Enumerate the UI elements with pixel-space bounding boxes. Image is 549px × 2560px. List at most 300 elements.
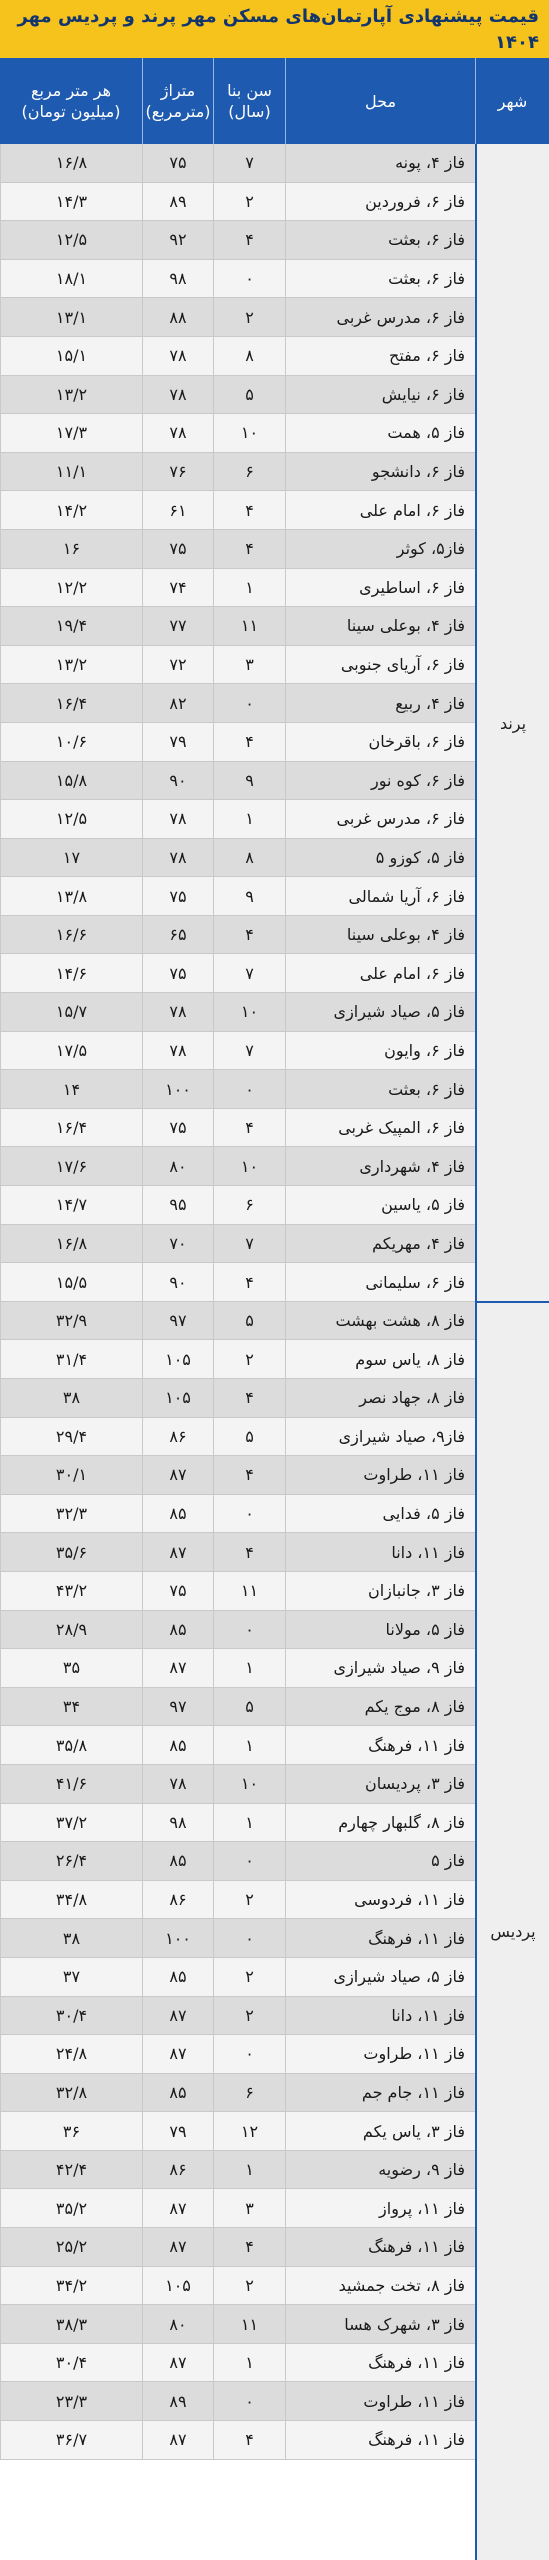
age-cell: ۱۰	[213, 1765, 285, 1803]
location-cell: فاز ۱۱، جام جم	[285, 2074, 475, 2112]
location-cell: فاز ۶، باقرخان	[285, 723, 475, 761]
price-cell: ۳۰/۴	[0, 2344, 142, 2382]
area-cell: ۱۰۰	[142, 1919, 213, 1957]
area-cell: ۸۷	[142, 2189, 213, 2227]
location-cell: فاز ۶، کوه نور	[285, 762, 475, 800]
price-cell: ۳۵/۸	[0, 1726, 142, 1764]
area-cell: ۹۰	[142, 1263, 213, 1301]
area-cell: ۱۰۰	[142, 1070, 213, 1108]
price-cell: ۳۸	[0, 1379, 142, 1417]
table-row	[0, 800, 475, 839]
price-cell: ۱۳/۸	[0, 877, 142, 915]
area-cell: ۱۰۵	[142, 1340, 213, 1378]
table-row	[0, 1302, 475, 1341]
age-cell: ۱	[213, 1649, 285, 1687]
area-cell: ۷۸	[142, 414, 213, 452]
area-cell: ۷۵	[142, 144, 213, 182]
age-cell: ۰	[213, 260, 285, 298]
age-cell: ۷	[213, 954, 285, 992]
price-cell: ۳۸/۳	[0, 2305, 142, 2343]
age-cell: ۹	[213, 762, 285, 800]
table-row	[0, 684, 475, 723]
area-cell: ۸۷	[142, 2228, 213, 2266]
area-cell: ۹۰	[142, 762, 213, 800]
price-cell: ۳۵	[0, 1649, 142, 1687]
age-cell: ۳	[213, 2189, 285, 2227]
location-cell: فاز ۶، بعثت	[285, 221, 475, 259]
location-cell: فاز ۶، آریای جنوبی	[285, 646, 475, 684]
age-cell: ۵	[213, 1688, 285, 1726]
area-cell: ۸۷	[142, 2421, 213, 2459]
age-cell: ۲	[213, 1958, 285, 1996]
table-row	[0, 414, 475, 453]
area-cell: ۱۰۵	[142, 2267, 213, 2305]
location-cell: فاز ۱۱، فرهنگ	[285, 2228, 475, 2266]
age-cell: ۶	[213, 453, 285, 491]
price-cell: ۳۸	[0, 1919, 142, 1957]
location-cell: فاز ۸، تخت جمشید	[285, 2267, 475, 2305]
area-cell: ۸۰	[142, 2305, 213, 2343]
price-cell: ۱۰/۶	[0, 723, 142, 761]
location-cell: فاز ۶، بعثت	[285, 1070, 475, 1108]
location-cell: فاز ۱۱، دانا	[285, 1533, 475, 1571]
area-cell: ۷۵	[142, 530, 213, 568]
age-cell: ۴	[213, 1379, 285, 1417]
age-cell: ۴	[213, 221, 285, 259]
location-cell: فاز ۶، اساطیری	[285, 569, 475, 607]
price-cell: ۱۶/۴	[0, 684, 142, 722]
table-row	[0, 2189, 475, 2228]
location-cell: فاز ۵، همت	[285, 414, 475, 452]
area-cell: ۹۵	[142, 1186, 213, 1224]
price-cell: ۱۱/۱	[0, 453, 142, 491]
age-cell: ۶	[213, 1186, 285, 1224]
table-row	[0, 1765, 475, 1804]
table-row	[0, 916, 475, 955]
header-city: شهر	[475, 58, 549, 144]
age-cell: ۰	[213, 1611, 285, 1649]
area-cell: ۷۵	[142, 1109, 213, 1147]
area-cell: ۷۰	[142, 1225, 213, 1263]
table-row	[0, 144, 475, 183]
area-cell: ۷۵	[142, 877, 213, 915]
table-row	[0, 337, 475, 376]
location-cell: فاز ۵، کوزو ۵	[285, 839, 475, 877]
price-cell: ۱۲/۵	[0, 221, 142, 259]
price-cell: ۳۲/۹	[0, 1302, 142, 1340]
age-cell: ۴	[213, 1109, 285, 1147]
area-cell: ۸۷	[142, 2035, 213, 2073]
price-cell: ۱۹/۴	[0, 607, 142, 645]
location-cell: فاز ۸، جهاد نصر	[285, 1379, 475, 1417]
area-cell: ۷۹	[142, 2112, 213, 2150]
location-cell: فاز ۱۱، پرواز	[285, 2189, 475, 2227]
table-row	[0, 2267, 475, 2306]
area-cell: ۷۶	[142, 453, 213, 491]
price-cell: ۱۵/۸	[0, 762, 142, 800]
table-row	[0, 1572, 475, 1611]
table-row	[0, 221, 475, 260]
table-row	[0, 607, 475, 646]
price-cell: ۱۵/۷	[0, 993, 142, 1031]
location-cell: فاز ۴، شهرداری	[285, 1147, 475, 1185]
area-cell: ۷۸	[142, 839, 213, 877]
location-cell: فاز ۹، صیاد شیرازی	[285, 1649, 475, 1687]
age-cell: ۰	[213, 1495, 285, 1533]
area-cell: ۸۵	[142, 1495, 213, 1533]
price-cell: ۱۲/۲	[0, 569, 142, 607]
location-cell: فاز ۶، مفتح	[285, 337, 475, 375]
table-row	[0, 2074, 475, 2113]
age-cell: ۴	[213, 1533, 285, 1571]
location-cell: فاز۹، صیاد شیرازی	[285, 1418, 475, 1456]
age-cell: ۳	[213, 646, 285, 684]
area-cell: ۸۵	[142, 1726, 213, 1764]
location-cell: فاز ۱۱، فرهنگ	[285, 1919, 475, 1957]
area-cell: ۷۸	[142, 376, 213, 414]
age-cell: ۰	[213, 2382, 285, 2420]
table-row	[0, 1263, 475, 1302]
price-cell: ۱۷	[0, 839, 142, 877]
price-cell: ۱۴/۳	[0, 183, 142, 221]
price-cell: ۱۷/۶	[0, 1147, 142, 1185]
age-cell: ۱۰	[213, 993, 285, 1031]
price-cell: ۲۵/۲	[0, 2228, 142, 2266]
price-cell: ۲۸/۹	[0, 1611, 142, 1649]
city-parand: پرند	[475, 144, 549, 1302]
area-cell: ۷۸	[142, 993, 213, 1031]
table-row	[0, 1147, 475, 1186]
table-row	[0, 839, 475, 878]
table-row	[0, 1379, 475, 1418]
table-row	[0, 2305, 475, 2344]
price-cell: ۱۴/۷	[0, 1186, 142, 1224]
price-cell: ۳۷/۲	[0, 1804, 142, 1842]
price-cell: ۳۷	[0, 1958, 142, 1996]
table-row	[0, 260, 475, 299]
location-cell: فاز ۱۱، فردوسی	[285, 1881, 475, 1919]
age-cell: ۵	[213, 1302, 285, 1340]
location-cell: فاز ۱۱، طراوت	[285, 2382, 475, 2420]
age-cell: ۲	[213, 1881, 285, 1919]
location-cell: فاز ۶، نیایش	[285, 376, 475, 414]
area-cell: ۶۵	[142, 916, 213, 954]
table-row	[0, 1842, 475, 1881]
age-cell: ۴	[213, 2421, 285, 2459]
location-cell: فاز ۱۱، دانا	[285, 1997, 475, 2035]
area-cell: ۷۸	[142, 337, 213, 375]
table-row	[0, 2421, 475, 2460]
age-cell: ۱۱	[213, 2305, 285, 2343]
table-row	[0, 1225, 475, 1264]
location-cell: فاز ۵	[285, 1842, 475, 1880]
age-cell: ۴	[213, 723, 285, 761]
price-cell: ۴۲/۴	[0, 2151, 142, 2189]
age-cell: ۷	[213, 1032, 285, 1070]
table-row	[0, 2112, 475, 2151]
price-cell: ۱۳/۲	[0, 376, 142, 414]
area-cell: ۸۷	[142, 1997, 213, 2035]
age-cell: ۴	[213, 1263, 285, 1301]
location-cell: فاز ۳، یاس یکم	[285, 2112, 475, 2150]
area-cell: ۸۶	[142, 2151, 213, 2189]
age-cell: ۴	[213, 530, 285, 568]
price-cell: ۱۸/۱	[0, 260, 142, 298]
area-cell: ۸۶	[142, 1881, 213, 1919]
location-cell: فاز ۶، المپیک غربی	[285, 1109, 475, 1147]
age-cell: ۷	[213, 1225, 285, 1263]
table-header	[0, 58, 549, 144]
area-cell: ۹۲	[142, 221, 213, 259]
age-cell: ۱۰	[213, 1147, 285, 1185]
table-row	[0, 1688, 475, 1727]
price-cell: ۳۶	[0, 2112, 142, 2150]
table-row	[0, 569, 475, 608]
location-cell: فاز ۹، رضویه	[285, 2151, 475, 2189]
age-cell: ۱	[213, 800, 285, 838]
location-cell: فاز ۸، یاس سوم	[285, 1340, 475, 1378]
price-cell: ۳۲/۸	[0, 2074, 142, 2112]
location-cell: فاز ۶، فروردین	[285, 183, 475, 221]
price-cell: ۳۵/۲	[0, 2189, 142, 2227]
area-cell: ۷۷	[142, 607, 213, 645]
age-cell: ۸	[213, 337, 285, 375]
age-cell: ۰	[213, 1070, 285, 1108]
area-cell: ۹۸	[142, 260, 213, 298]
area-cell: ۸۵	[142, 1958, 213, 1996]
location-cell: فاز ۶، بعثت	[285, 260, 475, 298]
table-title: قیمت پیشنهادی آپارتمان‌های مسکن مهر پرند و پردیس مهر ۱۴۰۴	[0, 0, 549, 58]
age-cell: ۰	[213, 1842, 285, 1880]
table-row	[0, 1997, 475, 2036]
age-cell: ۶	[213, 2074, 285, 2112]
location-cell: فاز ۶، مدرس غربی	[285, 298, 475, 336]
location-cell: فاز ۵، فدایی	[285, 1495, 475, 1533]
price-cell: ۴۳/۲	[0, 1572, 142, 1610]
location-cell: فاز ۶، وایون	[285, 1032, 475, 1070]
location-cell: فاز ۱۱، طراوت	[285, 1456, 475, 1494]
location-cell: فاز ۶، امام علی	[285, 491, 475, 529]
table-row	[0, 877, 475, 916]
location-cell: فاز ۶، سلیمانی	[285, 1263, 475, 1301]
location-cell: فاز۵، کوثر	[285, 530, 475, 568]
location-cell: فاز ۴، بوعلی سینا	[285, 607, 475, 645]
table-row	[0, 2382, 475, 2421]
age-cell: ۱	[213, 1804, 285, 1842]
table-row	[0, 2344, 475, 2383]
table-row	[0, 1919, 475, 1958]
location-cell: فاز ۸، گلبهار چهارم	[285, 1804, 475, 1842]
table-row	[0, 993, 475, 1032]
table-row	[0, 1109, 475, 1148]
area-cell: ۸۶	[142, 1418, 213, 1456]
age-cell: ۹	[213, 877, 285, 915]
price-cell: ۱۴/۲	[0, 491, 142, 529]
price-cell: ۱۷/۳	[0, 414, 142, 452]
price-cell: ۱۵/۵	[0, 1263, 142, 1301]
price-cell: ۱۲/۵	[0, 800, 142, 838]
location-cell: فاز ۱۱، فرهنگ	[285, 2344, 475, 2382]
age-cell: ۱	[213, 569, 285, 607]
header-location: محل	[285, 58, 475, 144]
header-area: متراژ (مترمربع)	[142, 58, 213, 144]
area-cell: ۸۷	[142, 1649, 213, 1687]
age-cell: ۵	[213, 376, 285, 414]
table-row	[0, 1340, 475, 1379]
table-row	[0, 1418, 475, 1457]
price-cell: ۳۰/۴	[0, 1997, 142, 2035]
location-cell: فاز ۳، جانبازان	[285, 1572, 475, 1610]
age-cell: ۱۱	[213, 1572, 285, 1610]
table-row	[0, 1804, 475, 1843]
area-cell: ۸۹	[142, 2382, 213, 2420]
area-cell: ۸۵	[142, 1842, 213, 1880]
price-cell: ۱۶	[0, 530, 142, 568]
location-cell: فاز ۶، امام علی	[285, 954, 475, 992]
age-cell: ۱۲	[213, 2112, 285, 2150]
price-cell: ۳۰/۱	[0, 1456, 142, 1494]
header-age: سن بنا (سال)	[213, 58, 285, 144]
age-cell: ۱۰	[213, 414, 285, 452]
price-cell: ۳۱/۴	[0, 1340, 142, 1378]
area-cell: ۸۸	[142, 298, 213, 336]
location-cell: فاز ۳، پردیسان	[285, 1765, 475, 1803]
table-row	[0, 954, 475, 993]
table-row	[0, 1186, 475, 1225]
table-row	[0, 2151, 475, 2190]
table-row	[0, 1958, 475, 1997]
location-cell: فاز ۴، پونه	[285, 144, 475, 182]
table-row	[0, 2035, 475, 2074]
area-cell: ۷۸	[142, 1765, 213, 1803]
location-cell: فاز ۱۱، فرهنگ	[285, 1726, 475, 1764]
city-pardis: پردیس	[475, 1303, 549, 2560]
price-cell: ۱۴/۶	[0, 954, 142, 992]
age-cell: ۴	[213, 2228, 285, 2266]
area-cell: ۸۷	[142, 1533, 213, 1571]
price-cell: ۱۵/۱	[0, 337, 142, 375]
table-row	[0, 376, 475, 415]
area-cell: ۷۸	[142, 1032, 213, 1070]
age-cell: ۴	[213, 491, 285, 529]
price-cell: ۳۲/۳	[0, 1495, 142, 1533]
location-cell: فاز ۴، ربیع	[285, 684, 475, 722]
table-row	[0, 530, 475, 569]
age-cell: ۴	[213, 1456, 285, 1494]
age-cell: ۵	[213, 1418, 285, 1456]
location-cell: فاز ۶، مدرس غربی	[285, 800, 475, 838]
price-cell: ۳۴/۸	[0, 1881, 142, 1919]
price-cell: ۱۶/۸	[0, 1225, 142, 1263]
age-cell: ۷	[213, 144, 285, 182]
location-cell: فاز ۱۱، فرهنگ	[285, 2421, 475, 2459]
price-cell: ۳۴/۲	[0, 2267, 142, 2305]
age-cell: ۱	[213, 1726, 285, 1764]
price-cell: ۴۱/۶	[0, 1765, 142, 1803]
area-cell: ۷۵	[142, 1572, 213, 1610]
table-row	[0, 1032, 475, 1071]
location-cell: فاز ۵، مولانا	[285, 1611, 475, 1649]
area-cell: ۸۲	[142, 684, 213, 722]
table-row	[0, 1533, 475, 1572]
location-cell: فاز ۴، بوعلی سینا	[285, 916, 475, 954]
table-row	[0, 2228, 475, 2267]
table-row	[0, 491, 475, 530]
table-row	[0, 646, 475, 685]
price-cell: ۱۳/۱	[0, 298, 142, 336]
area-cell: ۸۹	[142, 183, 213, 221]
age-cell: ۱	[213, 2344, 285, 2382]
price-cell: ۳۵/۶	[0, 1533, 142, 1571]
price-cell: ۳۶/۷	[0, 2421, 142, 2459]
location-cell: فاز ۵، یاسین	[285, 1186, 475, 1224]
area-cell: ۸۰	[142, 1147, 213, 1185]
age-cell: ۲	[213, 183, 285, 221]
area-cell: ۶۱	[142, 491, 213, 529]
location-cell: فاز ۶، آریا شمالی	[285, 877, 475, 915]
price-cell: ۱۶/۶	[0, 916, 142, 954]
price-cell: ۱۷/۵	[0, 1032, 142, 1070]
age-cell: ۲	[213, 1997, 285, 2035]
area-cell: ۷۵	[142, 954, 213, 992]
table-row	[0, 1070, 475, 1109]
location-cell: فاز ۴، مهریکم	[285, 1225, 475, 1263]
table-row	[0, 1456, 475, 1495]
table-row	[0, 1649, 475, 1688]
area-cell: ۸۷	[142, 2344, 213, 2382]
area-cell: ۷۹	[142, 723, 213, 761]
table-row	[0, 1495, 475, 1534]
area-cell: ۷۲	[142, 646, 213, 684]
price-cell: ۳۴	[0, 1688, 142, 1726]
age-cell: ۰	[213, 684, 285, 722]
area-cell: ۷۸	[142, 800, 213, 838]
area-cell: ۸۷	[142, 1456, 213, 1494]
age-cell: ۰	[213, 2035, 285, 2073]
area-cell: ۹۷	[142, 1302, 213, 1340]
price-cell: ۱۶/۸	[0, 144, 142, 182]
location-cell: فاز ۸، موج یکم	[285, 1688, 475, 1726]
location-cell: فاز ۵، صیاد شیرازی	[285, 1958, 475, 1996]
age-cell: ۱۱	[213, 607, 285, 645]
price-cell: ۱۶/۴	[0, 1109, 142, 1147]
area-cell: ۷۴	[142, 569, 213, 607]
location-cell: فاز ۵، صیاد شیرازی	[285, 993, 475, 1031]
table-row	[0, 453, 475, 492]
age-cell: ۲	[213, 1340, 285, 1378]
table-row	[0, 1611, 475, 1650]
age-cell: ۲	[213, 298, 285, 336]
table-body	[0, 144, 475, 2460]
table-row	[0, 298, 475, 337]
age-cell: ۱	[213, 2151, 285, 2189]
price-cell: ۲۹/۴	[0, 1418, 142, 1456]
area-cell: ۹۸	[142, 1804, 213, 1842]
area-cell: ۸۵	[142, 1611, 213, 1649]
price-cell: ۲۴/۸	[0, 2035, 142, 2073]
age-cell: ۸	[213, 839, 285, 877]
table-row	[0, 762, 475, 801]
area-cell: ۸۵	[142, 2074, 213, 2112]
location-cell: فاز ۳، شهرک هسا	[285, 2305, 475, 2343]
table-row	[0, 1726, 475, 1765]
area-cell: ۱۰۵	[142, 1379, 213, 1417]
table-row	[0, 183, 475, 222]
area-cell: ۹۷	[142, 1688, 213, 1726]
age-cell: ۲	[213, 2267, 285, 2305]
price-cell: ۲۳/۳	[0, 2382, 142, 2420]
age-cell: ۴	[213, 916, 285, 954]
